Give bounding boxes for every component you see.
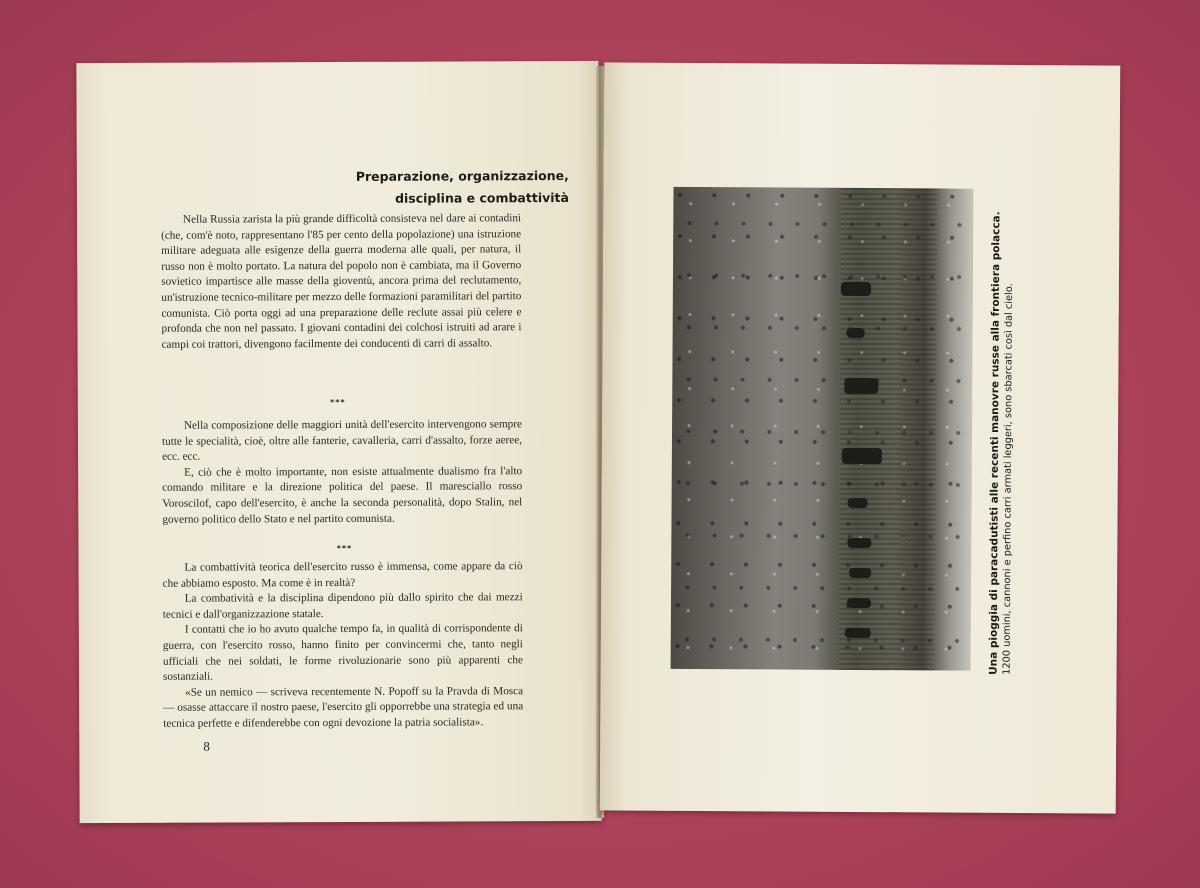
photo-caption	[987, 195, 1018, 675]
caption-subtitle: 1200 uomini, cannoni e perfino carri armati leggeri, sono sbarcati così dal cielo.	[1001, 283, 1015, 675]
paragraph-3b-text: La combatività e la disciplina dipendono più dallo spirito che dai mezzi tecnici e dall'organizzazione statale.	[162, 591, 523, 621]
soldier-figure	[847, 538, 871, 548]
section-separator-1: ***	[330, 397, 346, 408]
page-number: 8	[203, 738, 210, 754]
section-heading	[309, 165, 569, 210]
paragraph-3a-text: La combattività teorica dell'esercito russo è immensa, come appare da ciò che abbiamo esposto. Ma come è in realtà?	[162, 560, 523, 590]
paratroopers-photo	[671, 187, 974, 671]
soldier-figure	[849, 568, 871, 578]
paragraph-3d-text: «Se un nemico — scriveva recentemente N. Popoff su la Pravda di Mosca — osasse attaccare il nostro paese, l'esercito gli opporrebbe una strategia ed una tecnica perfette e difenderebbe con ogni devozione la patria socialista».	[163, 684, 524, 730]
heading-line-1: Preparazione, organizzazione,	[355, 167, 569, 184]
right-page	[600, 62, 1121, 813]
paragraph-1-text: Nella Russia zarista la più grande difficoltà consisteva nel dare ai contadini (che, com'è noto, rappresentano l'85 per cento della popolazione) una istruzione militare adeguata alle esigenze della guerra moderna alle quali, per natura, il russo non è molto portato. La natura del popolo non è cambiata, ma il Governo sovietico impartisce alle masse della gioventù, ancora prima del reclutamento, un'istruzione tecnico-militare per mezzo delle formazioni paramilitari del partito comunista. Ciò porta oggi ad una preparazione delle reclute assai più celere e profonda che non nel passato. I giovani contadini dei colchosi istruiti ad arare i campi coi trattori, divengono facilmente dei conducenti di carri di assalto.	[161, 212, 522, 351]
paragraph-2b-text: E, ciò che è molto importante, non esiste attualmente dualismo fra l'alto comando militare e la direzione politica del paese. Il maresciallo rosso Voroscilof, capo dell'esercito, è anche la seconda personalità, dopo Stalin, nel governo politico dello Stato e nel partito comunista.	[162, 464, 523, 526]
paragraph-2a-text: Nella composizione delle maggiori unità dell'esercito intervengono sempre tutte le specialità, cioè, oltre alle fanterie, cavalleria, carri d'assalto, forze aeree, ecc. ecc.	[161, 418, 523, 463]
soldier-figure	[848, 498, 868, 508]
soldier-figure	[847, 598, 871, 608]
soldier-figure	[844, 378, 878, 394]
soldier-figure	[841, 282, 871, 296]
soldier-figure	[847, 328, 865, 338]
paragraph-1	[161, 211, 522, 353]
paragraph-3c-text: I contatti che io ho avuto qualche tempo fa, in qualità di corrispondente di guerra, con l'esercito rosso, hanno finito per convincermi che, tanto negli ufficiali che nei soldati, le forme rivoluzionarie sono più apparenti che sostanziali.	[162, 622, 523, 683]
caption-title: Una pioggia di paracadutisti alle recenti manovre russe alla frontiera polacca.	[987, 211, 1003, 675]
paragraph-3	[163, 559, 524, 732]
left-page	[76, 61, 601, 823]
paragraph-2	[162, 417, 522, 528]
soldiers-group	[831, 268, 903, 648]
soldier-figure	[842, 448, 882, 464]
soldier-figure	[845, 628, 871, 638]
heading-line-2: disciplina e combattività	[395, 189, 569, 206]
section-separator-2: ***	[336, 543, 353, 554]
